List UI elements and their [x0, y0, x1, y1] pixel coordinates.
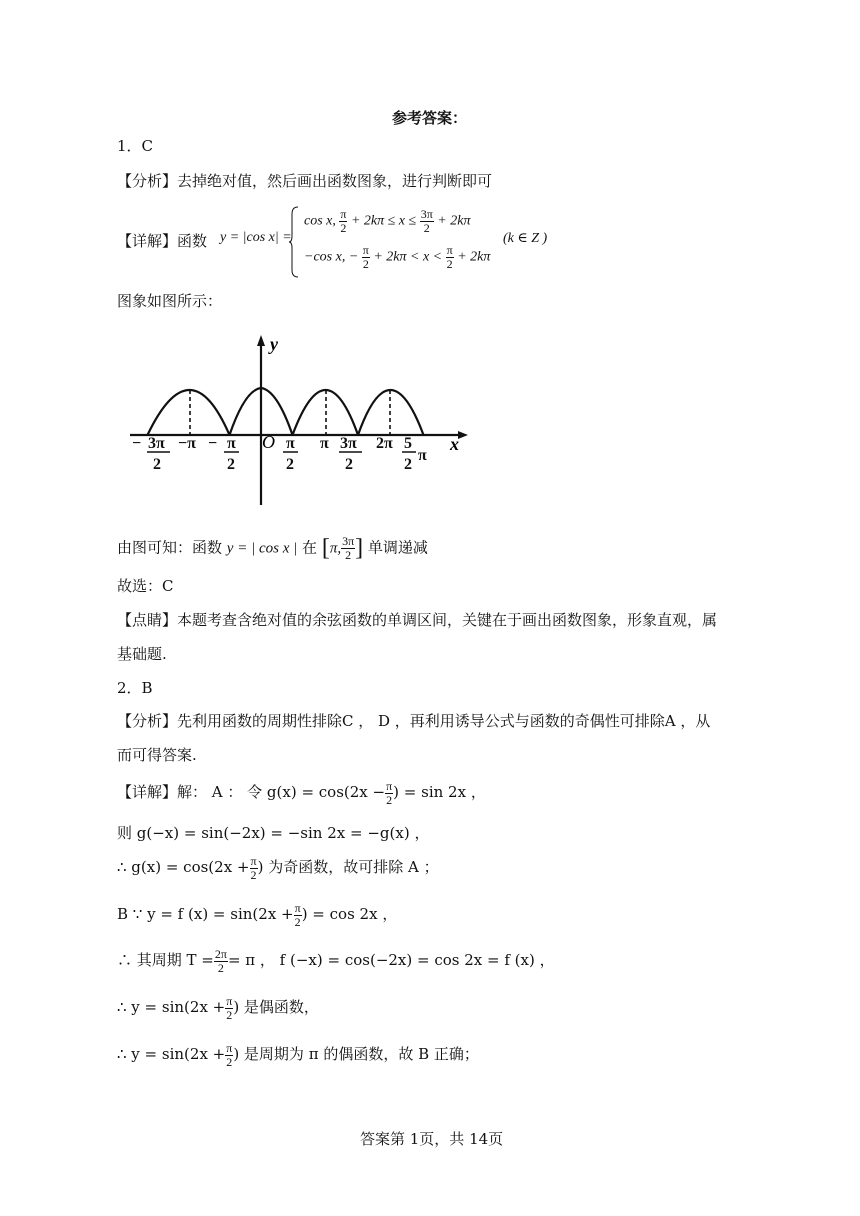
frac-pi-2: $\frac{\pi}{2}$ — [226, 994, 233, 1022]
tick-label-pi-2: π — [286, 435, 295, 452]
frac-pi-2: $\frac{\pi}{2}$ — [340, 207, 347, 235]
frac-2pi-2: $\frac{2\pi}{2}$ — [214, 947, 227, 975]
q2-detail-line6: ∴ y = sin(2x + $\frac{\pi}{2}$ ) 是偶函数， — [117, 994, 319, 1022]
conclusion-suffix: 单调递减 — [367, 538, 428, 557]
piecewise-brace — [288, 206, 300, 278]
frac-3pi-2: $\frac{3\pi}{2}$ — [420, 207, 433, 235]
tick-label-neg-3pi-2-num: 3π — [148, 435, 165, 452]
case2-expr: −cos x, − — [304, 249, 359, 265]
case2-row — [304, 244, 490, 270]
case2-cond-end: + 2kπ — [457, 249, 491, 265]
q2-detail-line4: B ∵ y = f (x) = sin(2x + $\frac{\pi}{2}$ ) = cos 2x ， — [117, 901, 398, 929]
tick-label-neg-3pi-2: − — [132, 435, 142, 452]
q2-analysis-line1: 【分析】先利用函数的周期性排除C ， D ，再利用诱导公式与函数的奇偶性可排除A ，从 — [117, 712, 711, 730]
tick-label-5pi-2: 5 — [404, 435, 412, 452]
x-axis-label: x — [450, 434, 459, 454]
svg-text:2: 2 — [404, 456, 412, 473]
tick-label-2pi: 2π — [376, 435, 393, 452]
svg-text:π: π — [418, 447, 427, 464]
q2-analysis-line2: 而可得答案. — [117, 746, 197, 764]
page-title: 参考答案： — [392, 109, 468, 127]
curve-hump-1 — [148, 390, 230, 435]
k-condition: (k ∈ Z ) — [503, 231, 548, 246]
conclusion-in: 在 — [302, 538, 318, 557]
graph-caption: 图象如图所示： — [117, 292, 223, 310]
page-footer: 答案第 1页，共 14页 — [360, 1130, 504, 1148]
q1-analysis: 【分析】去掉绝对值，然后画出函数图象，进行判断即可 — [117, 172, 493, 190]
tick-label-3pi-2: 3π — [340, 435, 357, 452]
x-axis-arrow-icon — [458, 431, 468, 439]
conclusion-prefix: 由图可知：函数 — [117, 538, 223, 557]
case2-cond-mid: + 2kπ < x < — [373, 249, 443, 265]
frac-pi-2: $\frac{\pi}{2}$ — [250, 854, 257, 882]
q2-detail-line1: 【详解】解： A ： 令 g(x) = cos(2x − $\frac{\pi}{2}$ ) = sin 2x ， — [117, 779, 486, 807]
case1-expr: cos x, — [304, 213, 336, 229]
origin-label: O — [262, 432, 275, 452]
svg-text:2: 2 — [286, 456, 294, 473]
abs-cos-graph — [128, 330, 473, 508]
case1-cond-end: + 2kπ — [437, 213, 471, 229]
svg-text:2: 2 — [345, 456, 353, 473]
q1-conclusion: 由图可知：函数 y = | cos x | 在 [π, $\frac{3\pi}{2}$ ] 单调递减 — [117, 534, 428, 562]
tick-label-neg-3pi-2-den: 2 — [153, 456, 161, 473]
y-axis-label: y — [270, 334, 278, 354]
case1-cond-mid: + 2kπ ≤ x ≤ — [350, 213, 417, 229]
conclusion-func: y = | cos x | — [226, 540, 298, 557]
q1-comment-line2: 基础题. — [117, 645, 167, 663]
q2-detail-line5: ∴ 其周期 T = $\frac{2\pi}{2}$ = π ， f (−x) = cos(−2x) = cos 2x = f (x) ， — [117, 947, 555, 975]
q2-detail-line7: ∴ y = sin(2x + $\frac{\pi}{2}$ ) 是周期为 π 的偶函数，故 B 正确； — [117, 1041, 479, 1069]
tick-label-pi: π — [320, 435, 329, 452]
q2-detail-line3: ∴ g(x) = cos(2x + $\frac{\pi}{2}$ ) 为奇函数，故可排除 A ； — [117, 854, 439, 882]
q1-choice: 故选：C — [117, 577, 174, 595]
frac-3pi-2: $\frac{3\pi}{2}$ — [342, 534, 355, 562]
q1-detail-label: 【详解】函数 — [117, 232, 208, 250]
svg-text:2: 2 — [227, 456, 235, 473]
q1-answer: 1．C — [117, 137, 154, 155]
frac-pi-2: $\frac{\pi}{2}$ — [362, 243, 369, 271]
case1-row — [304, 208, 470, 234]
frac-pi-2: $\frac{\pi}{2}$ — [226, 1041, 233, 1069]
frac-pi-2: $\frac{\pi}{2}$ — [294, 901, 301, 929]
tick-label-neg-pi: −π — [178, 435, 196, 452]
svg-text:π: π — [227, 435, 236, 452]
q2-answer: 2．B — [117, 679, 153, 697]
q1-comment-line1: 【点睛】本题考查含绝对值的余弦函数的单调区间，关键在于画出函数图象，形象直观，属 — [117, 611, 718, 629]
tick-label-neg-pi-2: − — [208, 435, 218, 452]
q1-lhs: y = |cos x| = — [220, 230, 292, 245]
q2-detail-line2: 则 g(−x) = sin(−2x) = −sin 2x = −g(x) ， — [117, 824, 430, 842]
y-axis-arrow-icon — [257, 335, 265, 346]
frac-pi-2: $\frac{\pi}{2}$ — [386, 779, 393, 807]
frac-pi-2: $\frac{\pi}{2}$ — [446, 243, 453, 271]
